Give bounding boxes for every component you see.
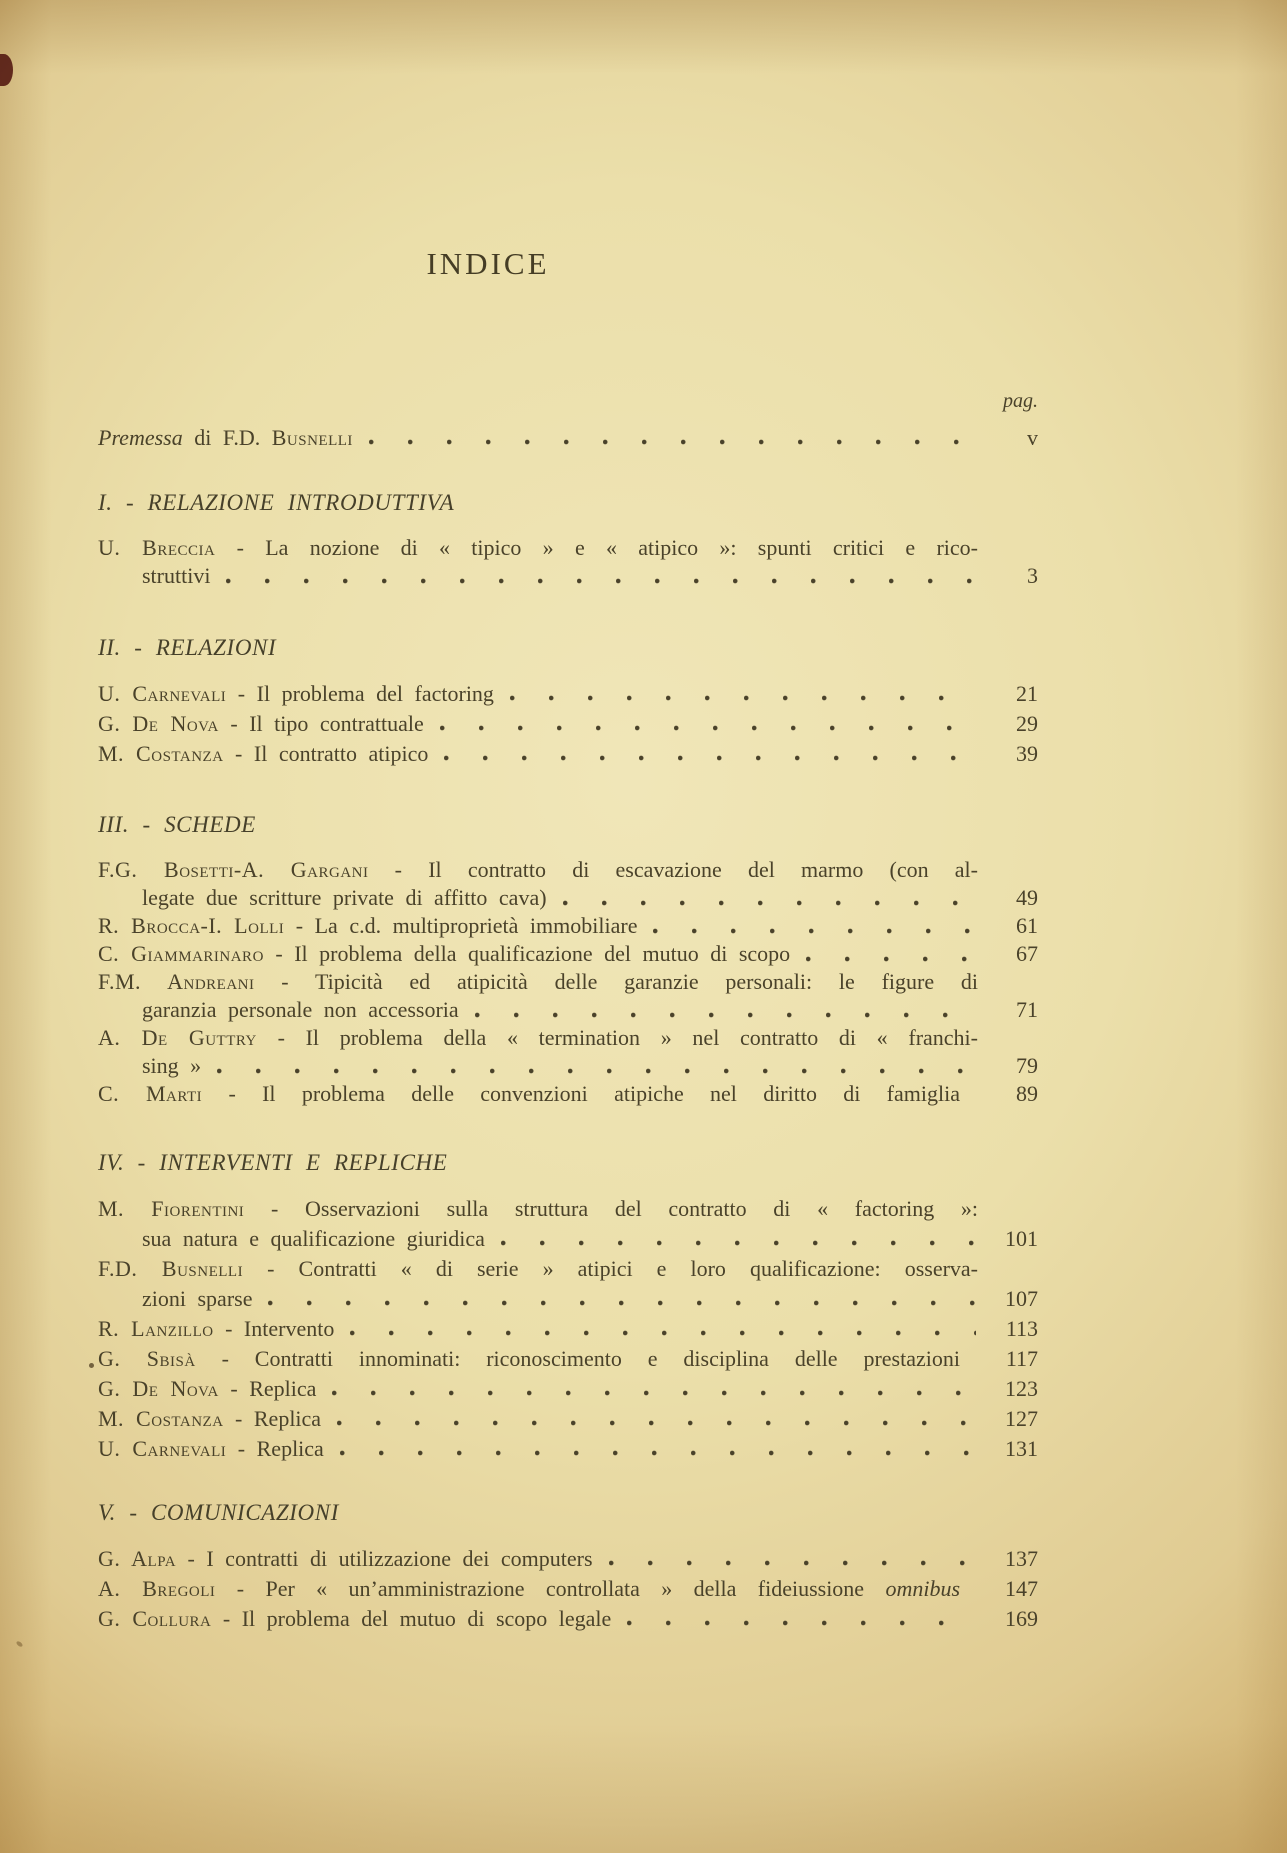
toc-entry-line [98,562,1038,590]
author-title-separator: - [202,1081,263,1106]
toc-entry-line [98,1604,1038,1634]
entry-title: struttivi [142,563,211,588]
dot-leader [440,725,976,731]
author-title-separator: - [244,1196,306,1221]
author-title-separator: - [223,1406,254,1431]
author-name: G. Alpa [98,1546,177,1571]
entry-text [98,940,790,968]
entry-text [98,1314,334,1344]
premessa-label: Premessa [98,425,183,450]
entry-title: La c.d. multiproprietà immobiliare [314,913,638,938]
entry-text [98,709,424,739]
author-title-separator: - [211,1606,242,1631]
section-entries [98,1544,1038,1634]
entry-text [98,1256,978,1281]
entry-text [98,1404,321,1434]
toc-entry-line [98,1404,1038,1434]
author-title-separator: - [215,535,266,560]
premessa-text [98,423,353,453]
author-name: G. De Nova [98,711,219,736]
page-number: 169 [1005,1606,1038,1631]
author-name: F.M. Andreani [98,969,255,994]
page-number: 79 [1016,1053,1038,1078]
paper-speck [16,1640,24,1647]
page-title: INDICE [426,246,550,281]
entry-text [98,1196,978,1221]
page-number: 131 [1005,1436,1038,1461]
premessa-middle: di F.D. [182,425,272,450]
page-number: 21 [1016,681,1038,706]
entry-title: Replica [249,1376,317,1401]
page-number: 147 [1005,1576,1038,1601]
entry-text [142,1052,201,1080]
author-title-separator: - [176,1546,207,1571]
page-number: 71 [1016,997,1038,1022]
dot-leader [226,578,976,584]
dot-leader [337,1420,976,1426]
dot-leader [332,1390,976,1396]
entry-title: Contratti « di serie » atipici e loro qualificazione: osserva- [298,1256,979,1281]
entry-text [142,884,547,912]
author-title-separator: - [263,941,295,966]
dot-leader [806,956,976,962]
section-heading: II. - RELAZIONI [98,635,277,660]
author-title-separator: - [218,711,250,736]
dot-leader [475,1012,976,1018]
author-name: F.G. Bosetti-A. Gargani [98,857,369,882]
dot-leader [340,1450,976,1456]
author-title-separator: - [218,1376,250,1401]
dot-leader [350,1330,976,1336]
page-number: 3 [1027,563,1038,588]
toc-entry-line [98,1544,1038,1574]
author-name: U. Breccia [98,535,216,560]
toc-section [98,1150,1038,1464]
entry-title: Il problema della qualificazione del mutuo di scopo [294,941,791,966]
entry-title: La nozione di « tipico » e « atipico »: spunti critici e rico- [265,535,979,560]
entry-title: Il contratto atipico [253,741,429,766]
entry-title: Tipicità ed atipicità delle garanzie personali: le figure di [314,969,978,994]
section-heading: III. - SCHEDE [98,812,256,837]
author-name: F.D. Busnelli [98,1256,244,1281]
toc-section [98,635,1038,769]
toc-entry-line [98,1052,1038,1080]
author-title-separator: - [213,1316,244,1341]
toc-entry-line [98,884,1038,912]
author-title-separator: - [368,857,429,882]
entry-text [98,912,637,940]
entry-title: Replica [256,1436,324,1461]
author-name: R. Brocca-I. Lolli [98,913,285,938]
section-entries [98,534,1038,590]
page-number: 67 [1016,941,1038,966]
author-name: G. Sbisà [98,1346,196,1371]
author-name: C. Giammarinaro [98,941,264,966]
toc-entry-line [98,1194,978,1224]
entry-title: Il tipo contrattuale [249,711,424,736]
toc-entry-line [98,940,1038,968]
entry-title: Intervento [243,1316,335,1341]
page-number: 89 [1016,1081,1038,1106]
entry-text [98,1344,960,1374]
author-name: G. De Nova [98,1376,219,1401]
dot-leader [501,1240,976,1246]
page-number: 127 [1005,1406,1038,1431]
toc-entry-line [98,679,1038,709]
author-name: M. Costanza [98,1406,224,1431]
entry-text [98,1080,960,1108]
author-name: A. De Guttry [98,1025,257,1050]
toc-section [98,812,1038,1108]
premessa-row [98,423,1038,453]
toc-entry-line [98,739,1038,769]
entry-text [98,1374,316,1404]
entry-text [98,1544,593,1574]
dot-leader [510,695,976,701]
toc-entry-line [98,1374,1038,1404]
entry-title: sing » [142,1053,202,1078]
author-title-separator: - [223,741,254,766]
page-number: 39 [1016,741,1038,766]
section-heading: I. - RELAZIONE INTRODUTTIVA [98,490,455,515]
toc-entry-line [98,1574,1038,1604]
section-entries [98,1194,1038,1464]
entry-title: zioni sparse [142,1286,253,1311]
toc-entry-line [98,1224,1038,1254]
author-name: M. Costanza [98,741,224,766]
toc-entry-line [98,534,978,562]
page-number: 101 [1005,1226,1038,1251]
page-number: 137 [1005,1546,1038,1571]
author-title-separator: - [256,1025,306,1050]
entry-title-italic: omnibus [885,1576,960,1601]
entry-text [98,1025,978,1050]
entry-title: I contratti di utilizzazione dei computers [206,1546,593,1571]
entry-title: Osservazioni sulla struttura del contratto di « factoring »: [305,1196,978,1221]
dot-leader [217,1068,976,1074]
author-title-separator: - [254,969,315,994]
author-title-separator: - [243,1256,299,1281]
ink-smudge [0,54,13,86]
page-number: 113 [1005,1316,1038,1341]
section-heading: IV. - INTERVENTI E REPLICHE [98,1150,448,1175]
toc-entry-line [98,996,1038,1024]
entry-text [142,1284,252,1314]
author-name: C. Marti [98,1081,203,1106]
section-heading: V. - COMUNICAZIONI [98,1500,339,1525]
page-number: 49 [1016,885,1038,910]
toc-entry-line [98,1284,1038,1314]
toc-entry-line [98,856,978,884]
entry-title: Contratti innominati: riconoscimento e disciplina delle prestazioni [254,1346,960,1371]
toc-entry-line [98,968,978,996]
entry-title: Il problema del mutuo di scopo legale [241,1606,612,1631]
entry-text [98,679,494,709]
entry-title: legate due scritture private di affitto cava) [142,885,547,910]
toc-section [98,1500,1038,1634]
author-title-separator: - [226,681,257,706]
author-title-separator: - [226,1436,257,1461]
toc-entry-line [98,912,1038,940]
author-title-separator: - [215,1576,266,1601]
dot-leader [653,928,976,934]
toc-entry-line [98,1024,978,1052]
toc-entry-line [98,709,1038,739]
author-name: M. Fiorentini [98,1196,245,1221]
entry-title: Il contratto di escavazione del marmo (con al- [428,857,978,882]
page-number: 117 [1005,1346,1038,1371]
toc-entry-line [98,1314,1038,1344]
dot-leader [563,900,976,906]
page-number: v [1027,425,1038,450]
page-number: 61 [1016,913,1038,938]
entry-title: Il problema del factoring [256,681,494,706]
entry-title: Replica [253,1406,322,1431]
entry-text [98,1604,611,1634]
section-entries [98,679,1038,769]
entry-title: sua natura e qualificazione giuridica [142,1226,485,1251]
author-name: U. Carnevali [98,681,227,706]
entry-text [98,1434,324,1464]
toc-entry-line [98,1080,1038,1108]
page-number: 107 [1005,1286,1038,1311]
dot-leader [268,1300,976,1306]
author-title-separator: - [195,1346,255,1371]
author-title-separator: - [284,913,315,938]
author-name: U. Carnevali [98,1436,227,1461]
dot-leader [627,1620,976,1626]
entry-text [142,562,210,590]
toc-entry-line [98,1434,1038,1464]
page-number: 123 [1005,1376,1038,1401]
section-entries [98,856,1038,1108]
page-column-label: pag. [1003,390,1038,412]
dot-leader [609,1560,976,1566]
entry-text [98,969,978,994]
toc-entry-line [98,1344,1038,1374]
toc-entry-line [98,1254,978,1284]
entry-title: Per « un’amministrazione controllata » della fideiussione [265,1576,886,1601]
entry-text [142,1224,485,1254]
toc-section [98,490,1038,590]
author-name: R. Lanzillo [98,1316,214,1341]
entry-text [98,535,978,560]
entry-title: garanzia personale non accessoria [142,997,459,1022]
entry-title: Il problema delle convenzioni atipiche nel diritto di famiglia [262,1081,960,1106]
page-number: 29 [1016,711,1038,736]
entry-text [98,1574,960,1604]
dot-leader [444,755,976,761]
author-name: Busnelli [271,425,353,450]
entry-text [142,996,459,1024]
paper-speck [89,1363,94,1368]
author-name: A. Bregoli [98,1576,216,1601]
author-name: G. Collura [98,1606,212,1631]
entry-title: Il problema della « termination » nel contratto di « franchi- [305,1025,978,1050]
dot-leader [369,439,976,445]
entry-text [98,857,978,882]
entry-text [98,739,428,769]
